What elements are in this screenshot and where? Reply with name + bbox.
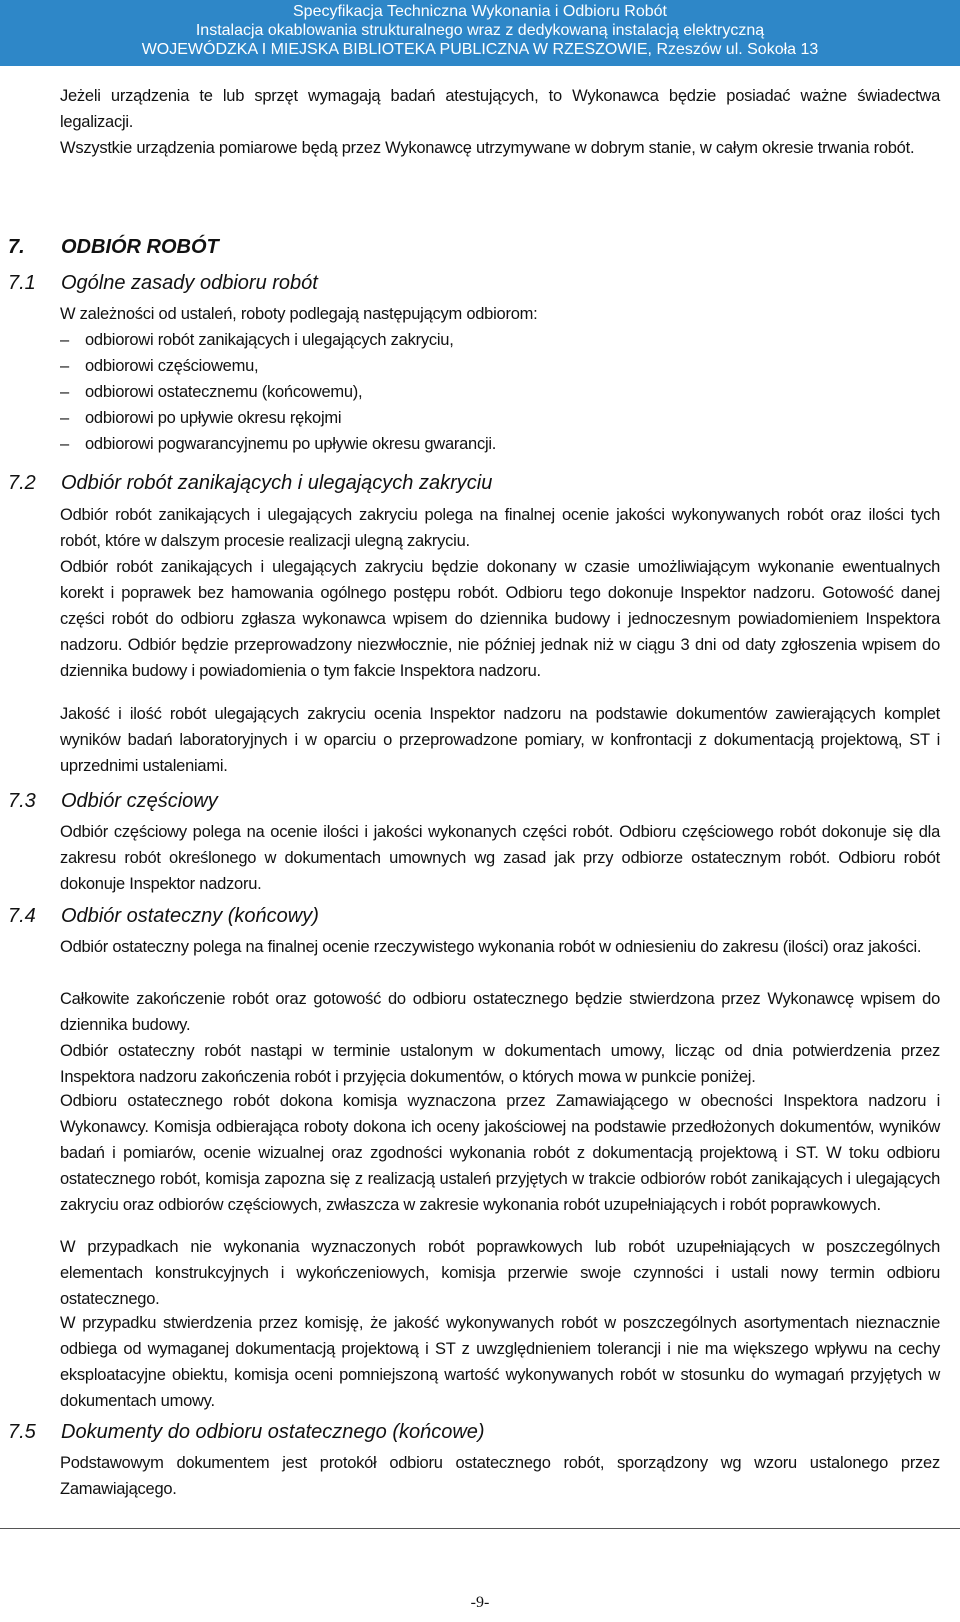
section-title: Odbiór częściowy	[61, 790, 218, 812]
acceptance-types-list	[60, 327, 496, 457]
section-7-4-paragraph-5: W przypadkach nie wykonania wyznaczonych robót poprawkowych lub robót uzupełniających w poszczególnych elementach konstrukcyjnych i wykończeniowych, komisja przerwie swoje czynności i ustali nowy termin odbioru ostatecznego.	[60, 1238, 940, 1308]
section-7-5-paragraph-1: Podstawowym dokumentem jest protokół odbioru ostatecznego robót, sporządzony wg wzoru ustalonego przez Zamawiającego.	[60, 1454, 940, 1498]
section-7-2-paragraph-3: Jakość i ilość robót ulegających zakryciu ocenia Inspektor nadzoru na podstawie dokumentów zawierających komplet wyników badań laboratoryjnych i w oparciu o przeprowadzone pomiary, w konfrontacji z dokumentacją projektową, ST i uprzednimi ustaleniami.	[60, 705, 940, 775]
section-7-4-paragraph-3: Odbiór ostateczny robót nastąpi w terminie ustalonym w dokumentach umowy, licząc od dnia potwierdzenia przez Inspektora nadzoru zakończenia robót i przyjęcia dokumentów, o których mowa w punkcie poniżej.	[60, 1042, 940, 1086]
header-location: WOJEWÓDZKA I MIEJSKA BIBLIOTEKA PUBLICZNA W RZESZOWIE, Rzeszów ul. Sokoła 13	[141, 41, 819, 58]
section-7-3-heading	[8, 788, 218, 814]
list-item: – odbiorowi ostatecznemu (końcowemu),	[60, 379, 496, 405]
intro-paragraph-1: Jeżeli urządzenia te lub sprzęt wymagają badań atestujących, to Wykonawca będzie posiadać ważne świadectwa legalizacji.	[60, 87, 940, 131]
section-number: 7.	[8, 236, 25, 258]
dash-bullet: –	[60, 357, 69, 375]
footer-divider	[0, 1528, 960, 1529]
section-7-4-paragraph-6: W przypadku stwierdzenia przez komisję, że jakość wykonywanych robót w poszczególnych asortymentach nieznacznie odbiega od wymaganej dokumentacją projektową i ST z uwzględnieniem tolerancji i nie ma większego wpływu na cechy eksploatacyjne obiektu, komisja oceni pomniejszoną wartość wykonywanych robót w stosunku do wymagań przyjętych w dokumentach umowy.	[60, 1314, 940, 1410]
section-title: Dokumenty do odbioru ostatecznego (końcowe)	[61, 1421, 485, 1443]
header-title: Specyfikacja Techniczna Wykonania i Odbioru Robót	[293, 3, 667, 20]
section-number: 7.1	[8, 272, 36, 294]
dash-bullet: –	[60, 409, 69, 427]
list-item: – odbiorowi po upływie okresu rękojmi	[60, 405, 496, 431]
section-7-2-paragraph-2: Odbiór robót zanikających i ulegających zakryciu będzie dokonany w czasie umożliwiającym wykonanie ewentualnych korekt i poprawek bez hamowania ogólnego postępu robót. Odbioru tego dokonuje Inspektor nadzoru. Gotowość danej części robót do odbioru zgłasza wykonawca wpisem do dziennika budowy i jednoczesnym powiadomieniem Inspektora nadzoru. Odbiór będzie przeprowadzony niezwłocznie, nie później jednak niż w ciągu 3 dni od daty zgłoszenia wpisem do dziennika budowy i powiadomienia o tym fakcie Inspektora nadzoru.	[60, 558, 940, 680]
section-7-5-heading	[8, 1419, 485, 1445]
dash-bullet: –	[60, 383, 69, 401]
section-number: 7.5	[8, 1421, 36, 1443]
page-number: -9-	[470, 1594, 490, 1611]
section-7-3-paragraph-1: Odbiór częściowy polega na ocenie ilości i jakości wykonanych części robót. Odbioru częściowego robót dokonuje się dla zakresu robót określonego w dokumentach umownych wg zasad jak przy odbiorze ostatecznym robót. Odbioru robót dokonuje Inspektor nadzoru.	[60, 823, 940, 893]
section-number: 7.4	[8, 905, 36, 927]
list-item: – odbiorowi częściowemu,	[60, 353, 496, 379]
list-item: – odbiorowi pogwarancyjnemu po upływie okresu gwarancji.	[60, 431, 496, 457]
section-number: 7.3	[8, 790, 36, 812]
section-7-4-paragraph-2: Całkowite zakończenie robót oraz gotowość do odbioru ostatecznego będzie stwierdzona przez Wykonawcę wpisem do dziennika budowy.	[60, 990, 940, 1034]
section-number: 7.2	[8, 472, 36, 494]
section-7-4-heading	[8, 903, 319, 929]
header-subtitle: Instalacja okablowania strukturalnego wraz z dedykowaną instalacją elektryczną	[195, 22, 765, 39]
section-title: Ogólne zasady odbioru robót	[61, 272, 318, 294]
section-7-heading	[8, 234, 219, 260]
list-item: – odbiorowi robót zanikających i ulegających zakryciu,	[60, 327, 496, 353]
section-title: Odbiór robót zanikających i ulegających zakryciu	[61, 472, 493, 494]
intro-paragraph-2: Wszystkie urządzenia pomiarowe będą przez Wykonawcę utrzymywane w dobrym stanie, w całym okresie trwania robót.	[60, 139, 915, 157]
document-header	[0, 0, 960, 66]
section-7-2-paragraph-1: Odbiór robót zanikających i ulegających zakryciu polega na finalnej ocenie jakości wykonywanych robót oraz ilości tych robót, które w dalszym procesie realizacji ulegną zakryciu.	[60, 506, 940, 550]
section-7-1-lead: W zależności od ustaleń, roboty podlegają następującym odbiorom:	[60, 305, 538, 323]
section-7-1-heading	[8, 270, 318, 296]
dash-bullet: –	[60, 435, 69, 453]
section-7-4-paragraph-4: Odbioru ostatecznego robót dokona komisja wyznaczona przez Zamawiającego w obecności Inspektora nadzoru i Wykonawcy. Komisja odbierająca roboty dokona ich oceny jakościowej na podstawie przedłożonych dokumentów, wyników badań i pomiarów, ocenie wizualnej oraz zgodności wykonania robót z dokumentacją projektową i ST. W toku odbioru ostatecznego robót, komisja zapozna się z realizacją ustaleń przyjętych w trakcie odbiorów robót zanikających i ulegających zakryciu oraz odbiorów częściowych, zwłaszcza w zakresie wykonania robót uzupełniających i robót poprawkowych.	[60, 1092, 940, 1214]
section-title: Odbiór ostateczny (końcowy)	[61, 905, 319, 927]
section-7-4-paragraph-1: Odbiór ostateczny polega na finalnej ocenie rzeczywistego wykonania robót w odniesieniu do zakresu (ilości) oraz jakości.	[60, 938, 922, 956]
dash-bullet: –	[60, 331, 69, 349]
section-7-2-heading	[8, 470, 492, 496]
section-title: ODBIÓR ROBÓT	[61, 236, 219, 258]
